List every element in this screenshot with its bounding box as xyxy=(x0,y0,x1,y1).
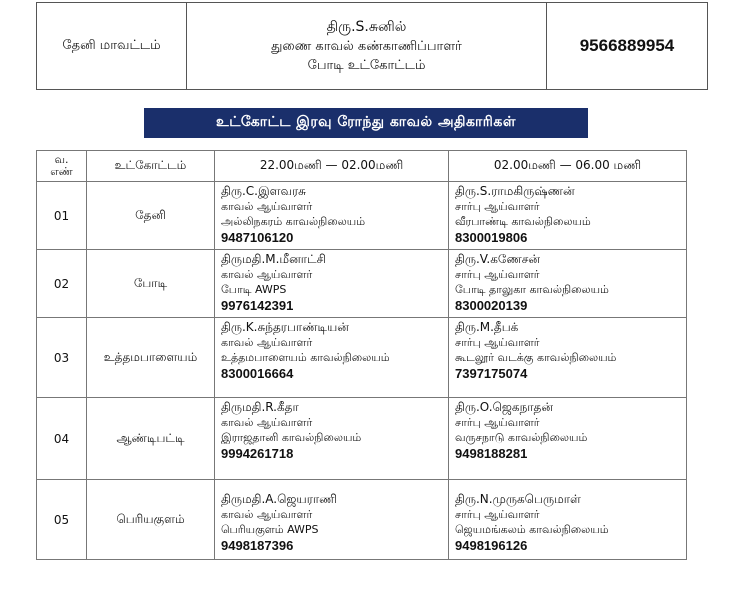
officer-phone: 8300020139 xyxy=(455,298,528,313)
officer-designation: சார்பு ஆய்வாளர் xyxy=(455,200,540,213)
phone-cell xyxy=(547,3,707,89)
table-row xyxy=(37,182,687,250)
row-sl: 02 xyxy=(37,250,87,318)
banner-title: உட்கோட்ட இரவு ரோந்து காவல் அதிகாரிகள் xyxy=(216,114,516,130)
table-row xyxy=(37,398,687,480)
officer-designation: சார்பு ஆய்வாளர் xyxy=(455,268,540,281)
officer-phone: 7397175074 xyxy=(455,366,528,381)
officer-name: திரு.V.கணேசன் xyxy=(455,252,540,266)
row-subdivision: பெரியகுளம் xyxy=(87,480,215,560)
district-name: தேனி மாவட்டம் xyxy=(62,38,161,53)
officer-station: வீரபாண்டி காவல்நிலையம் xyxy=(455,215,591,228)
table-row xyxy=(37,480,687,560)
shift2-officer xyxy=(449,318,687,398)
officer-designation: காவல் ஆய்வாளர் xyxy=(221,336,313,349)
shift1-officer xyxy=(215,398,449,480)
officer-station: அல்லிநகரம் காவல்நிலையம் xyxy=(221,215,366,228)
row-subdivision: உத்தமபாளையம் xyxy=(87,318,215,398)
row-sl: 04 xyxy=(37,398,87,480)
officer-name: திரு.C.இளவரசு xyxy=(221,184,306,198)
officer-designation: துணை காவல் கண்காணிப்பாளர் xyxy=(271,38,462,54)
officer-name: திரு.S.சுனில் xyxy=(326,18,407,35)
officer-name: திரு.O.ஜெகநாதன் xyxy=(455,400,553,414)
officer-phone: 8300016664 xyxy=(221,366,294,381)
officer-station: போடி AWPS xyxy=(221,283,287,296)
officer-name: திரு.K.சுந்தரபாண்டியன் xyxy=(221,320,349,334)
officer-subdivision: போடி உட்கோட்டம் xyxy=(307,57,426,73)
shift2-officer xyxy=(449,398,687,480)
officer-designation: காவல் ஆய்வாளர் xyxy=(221,416,313,429)
shift2-officer xyxy=(449,250,687,318)
officer-name: திருமதி.R.கீதா xyxy=(221,400,299,414)
officer-phone: 9566889954 xyxy=(579,36,675,55)
table-header-row xyxy=(37,151,687,182)
officer-phone: 9976142391 xyxy=(221,298,294,313)
col-header-subdivision: உட்கோட்டம் xyxy=(87,151,215,182)
table-row xyxy=(37,318,687,398)
table-row xyxy=(37,250,687,318)
officer-phone: 9487106120 xyxy=(221,230,294,245)
officer-phone: 9498188281 xyxy=(455,446,528,461)
col-header-shift2: 02.00மணி — 06.00 மணி xyxy=(449,151,687,182)
officer-phone: 9498196126 xyxy=(455,538,528,553)
col-header-sl-line2: எண் xyxy=(50,165,73,178)
officer-phone: 9498187396 xyxy=(221,538,294,553)
patrol-table xyxy=(36,150,687,560)
officer-station: இராஜதானி காவல்நிலையம் xyxy=(221,431,362,444)
officer-name: திருமதி.A.ஜெயராணி xyxy=(221,492,338,506)
officer-station: ஜெயமங்கலம் காவல்நிலையம் xyxy=(455,523,609,536)
row-subdivision: போடி xyxy=(87,250,215,318)
col-header-shift1: 22.00மணி — 02.00மணி xyxy=(215,151,449,182)
col-header-sl xyxy=(37,151,87,182)
row-subdivision: தேனி xyxy=(87,182,215,250)
officer-designation: காவல் ஆய்வாளர் xyxy=(221,200,313,213)
officer-station: கூடலூர் வடக்கு காவல்நிலையம் xyxy=(455,351,617,364)
officer-phone: 9994261718 xyxy=(221,446,294,461)
officer-cell xyxy=(187,3,547,89)
officer-designation: காவல் ஆய்வாளர் xyxy=(221,508,313,521)
col-header-sl-line1: வ. xyxy=(54,153,69,166)
officer-phone: 8300019806 xyxy=(455,230,528,245)
officer-designation: சார்பு ஆய்வாளர் xyxy=(455,416,540,429)
row-sl: 01 xyxy=(37,182,87,250)
officer-designation: காவல் ஆய்வாளர் xyxy=(221,268,313,281)
row-sl: 05 xyxy=(37,480,87,560)
officer-name: திருமதி.M.மீனாட்சி xyxy=(221,252,326,266)
row-subdivision: ஆண்டிபட்டி xyxy=(87,398,215,480)
officer-name: திரு.M.தீபக் xyxy=(455,320,519,334)
officer-designation: சார்பு ஆய்வாளர் xyxy=(455,508,540,521)
officer-station: போடி தாலுகா காவல்நிலையம் xyxy=(455,283,609,296)
header-box xyxy=(36,2,708,90)
officer-station: வருசநாடு காவல்நிலையம் xyxy=(455,431,588,444)
officer-station: பெரியகுளம் AWPS xyxy=(221,523,319,536)
shift1-officer xyxy=(215,182,449,250)
row-sl: 03 xyxy=(37,318,87,398)
officer-name: திரு.N.முருகபெருமாள் xyxy=(455,492,581,506)
officer-name: திரு.S.ராமகிருஷ்ணன் xyxy=(455,184,575,198)
district-cell xyxy=(37,3,187,89)
shift2-officer xyxy=(449,182,687,250)
shift1-officer xyxy=(215,250,449,318)
shift1-officer xyxy=(215,318,449,398)
shift2-officer xyxy=(449,480,687,560)
officer-designation: சார்பு ஆய்வாளர் xyxy=(455,336,540,349)
officer-station: உத்தமபாளையம் காவல்நிலையம் xyxy=(221,351,390,364)
shift1-officer xyxy=(215,480,449,560)
title-banner xyxy=(144,108,588,138)
